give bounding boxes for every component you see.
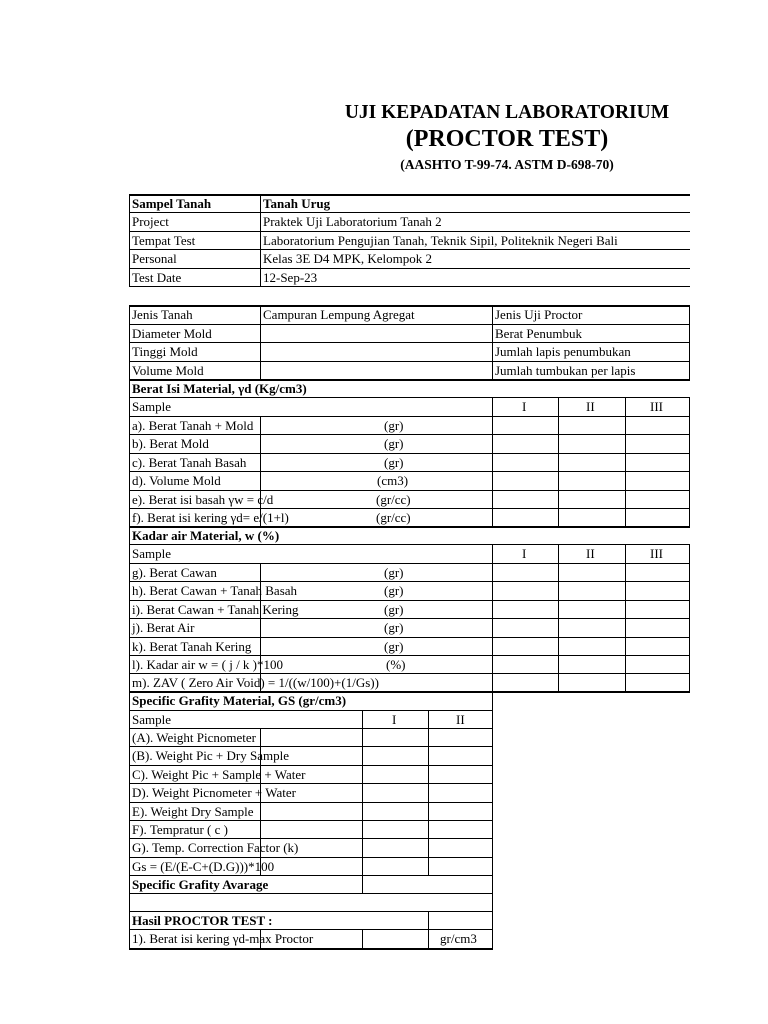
kadar-air-col-1: I bbox=[522, 546, 527, 561]
kadar-air-header: Kadar air Material, w (%) bbox=[132, 528, 280, 543]
gs-average-label: Specific Grafity Avarage bbox=[132, 877, 269, 892]
tempat-value: Laboratorium Pengujian Tanah, Teknik Sipil, Politeknik Negeri Bali bbox=[263, 233, 618, 248]
tempat-label: Tempat Test bbox=[132, 233, 196, 248]
berat-isi-col-2: II bbox=[586, 399, 595, 414]
gs-row-g: G). Temp. Correction Factor (k) bbox=[132, 840, 299, 855]
berat-isi-row-c: c). Berat Tanah Basah bbox=[132, 455, 247, 470]
hasil-unit: gr/cm3 bbox=[440, 931, 477, 946]
berat-isi-col-3: III bbox=[650, 399, 663, 414]
project-value: Praktek Uji Laboratorium Tanah 2 bbox=[263, 214, 442, 229]
jumlah-tumbukan-label: Jumlah tumbukan per lapis bbox=[495, 363, 636, 378]
berat-isi-row-d: d). Volume Mold bbox=[132, 473, 221, 488]
kadar-air-unit-g: (gr) bbox=[384, 565, 404, 580]
project-label: Project bbox=[132, 214, 169, 229]
berat-isi-unit-c: (gr) bbox=[384, 455, 404, 470]
date-value: 12-Sep-23 bbox=[263, 270, 318, 285]
date-label: Test Date bbox=[132, 270, 182, 285]
gs-col-2: II bbox=[456, 712, 465, 727]
tinggi-mold-label: Tinggi Mold bbox=[132, 344, 198, 359]
kadar-air-row-i: i). Berat Cawan + Tanah Kering bbox=[132, 602, 299, 617]
kadar-air-row-j: j). Berat Air bbox=[132, 620, 195, 635]
berat-isi-row-f: f). Berat isi kering γd= e/(1+l) bbox=[132, 510, 289, 525]
berat-isi-unit-e: (gr/cc) bbox=[376, 492, 411, 507]
gs-sample-label: Sample bbox=[132, 712, 171, 727]
kadar-air-row-m: m). ZAV ( Zero Air Void) = 1/((w/100)+(1/Gs)) bbox=[132, 675, 379, 690]
jumlah-lapis-label: Jumlah lapis penumbukan bbox=[495, 344, 631, 359]
gs-row-d: D). Weight Picnometer + Water bbox=[132, 785, 296, 800]
gs-row-b: (B). Weight Pic + Dry Sample bbox=[132, 748, 289, 763]
sampel-value: Tanah Urug bbox=[263, 196, 331, 211]
kadar-air-unit-k: (gr) bbox=[384, 639, 404, 654]
gs-row-e: E). Weight Dry Sample bbox=[132, 804, 254, 819]
gs-row-formula: Gs = (E/(E-C+(D.G)))*100 bbox=[132, 859, 275, 874]
berat-isi-unit-d: (cm3) bbox=[377, 473, 409, 488]
personal-value: Kelas 3E D4 MPK, Kelompok 2 bbox=[263, 251, 432, 266]
kadar-air-unit-h: (gr) bbox=[384, 583, 404, 598]
berat-isi-unit-f: (gr/cc) bbox=[376, 510, 411, 525]
hasil-row-1: 1). Berat isi kering γd-max Proctor bbox=[132, 931, 314, 946]
diameter-mold-label: Diameter Mold bbox=[132, 326, 212, 341]
personal-label: Personal bbox=[132, 251, 177, 266]
berat-isi-unit-b: (gr) bbox=[384, 436, 404, 451]
gs-col-1: I bbox=[392, 712, 397, 727]
jenis-tanah-label: Jenis Tanah bbox=[132, 307, 193, 322]
berat-isi-row-b: b). Berat Mold bbox=[132, 436, 209, 451]
kadar-air-row-g: g). Berat Cawan bbox=[132, 565, 217, 580]
kadar-air-col-3: III bbox=[650, 546, 663, 561]
kadar-air-row-l: l). Kadar air w = ( j / k )*100 bbox=[132, 657, 284, 672]
berat-isi-sample-label: Sample bbox=[132, 399, 171, 414]
jenis-uji-label: Jenis Uji Proctor bbox=[495, 307, 583, 322]
gs-header: Specific Grafity Material, GS (gr/cm3) bbox=[132, 693, 347, 708]
title-line-1: UJI KEPADATAN LABORATORIUM bbox=[344, 102, 670, 123]
berat-isi-row-a: a). Berat Tanah + Mold bbox=[132, 418, 254, 433]
title-line-3: (AASHTO T-99-74. ASTM D-698-70) bbox=[400, 157, 614, 172]
hasil-header: Hasil PROCTOR TEST : bbox=[132, 913, 273, 928]
berat-isi-col-1: I bbox=[522, 399, 527, 414]
volume-mold-label: Volume Mold bbox=[132, 363, 204, 378]
sampel-label: Sampel Tanah bbox=[132, 196, 212, 211]
berat-penumbuk-label: Berat Penumbuk bbox=[495, 326, 583, 341]
kadar-air-unit-l: (%) bbox=[386, 657, 406, 672]
kadar-air-sample-label: Sample bbox=[132, 546, 171, 561]
kadar-air-row-k: k). Berat Tanah Kering bbox=[132, 639, 252, 654]
kadar-air-row-h: h). Berat Cawan + Tanah Basah bbox=[132, 583, 298, 598]
jenis-tanah-value: Campuran Lempung Agregat bbox=[263, 307, 415, 322]
gs-row-f: F). Tempratur ( c ) bbox=[132, 822, 228, 837]
gs-row-a: (A). Weight Picnometer bbox=[132, 730, 256, 745]
gs-row-c: C). Weight Pic + Sample + Water bbox=[132, 767, 306, 782]
title-line-2: (PROCTOR TEST) bbox=[405, 126, 609, 152]
berat-isi-unit-a: (gr) bbox=[384, 418, 404, 433]
berat-isi-header: Berat Isi Material, γd (Kg/cm3) bbox=[132, 381, 307, 396]
kadar-air-unit-i: (gr) bbox=[384, 602, 404, 617]
kadar-air-col-2: II bbox=[586, 546, 595, 561]
berat-isi-row-e: e). Berat isi basah γw = c/d bbox=[132, 492, 274, 507]
kadar-air-unit-j: (gr) bbox=[384, 620, 404, 635]
